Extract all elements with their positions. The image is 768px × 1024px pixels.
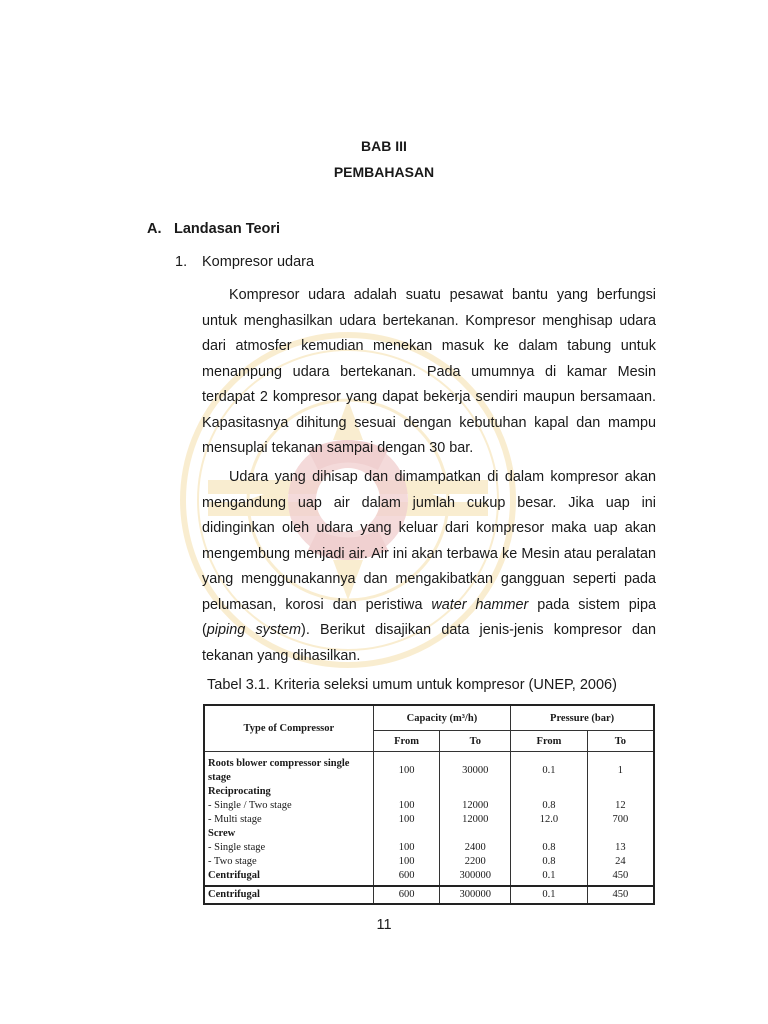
cell-cap-to: 300000 (440, 886, 511, 904)
cell-p-from (511, 785, 588, 799)
cell-p-to: 13 (587, 841, 654, 855)
cell-cap-from: 100 (373, 855, 440, 869)
table-caption: Tabel 3.1. Kriteria seleksi umum untuk kompresor (UNEP, 2006) (207, 677, 617, 693)
cell-p-from: 0.1 (511, 886, 588, 904)
header-pressure-from: From (511, 731, 588, 752)
header-capacity-from: From (373, 731, 440, 752)
cell-type: - Single stage (204, 841, 373, 855)
cell-p-to (587, 785, 654, 799)
page-number: 11 (376, 917, 392, 933)
table-row (204, 752, 654, 786)
cell-type: Roots blower compressor single stage (204, 752, 373, 786)
cell-cap-from: 100 (373, 813, 440, 827)
cell-p-to (587, 827, 654, 841)
cell-type: Centrifugal (204, 886, 373, 904)
header-capacity-to: To (440, 731, 511, 752)
cell-cap-to: 300000 (440, 869, 511, 886)
table-row (204, 855, 654, 869)
header-capacity: Capacity (m³/h) (373, 705, 510, 731)
cell-p-from: 12.0 (511, 813, 588, 827)
cell-p-from: 0.1 (511, 752, 588, 786)
cell-p-from: 0.8 (511, 841, 588, 855)
cell-p-to: 12 (587, 799, 654, 813)
paragraph-2-italic-1: water hammer (431, 596, 529, 613)
chapter-title: PEMBAHASAN (333, 164, 435, 180)
cell-cap-to (440, 785, 511, 799)
cell-type: Centrifugal (204, 869, 373, 886)
cell-cap-to (440, 827, 511, 841)
paragraph-2-italic-2: piping system (206, 622, 302, 638)
paragraph-2 (202, 465, 656, 669)
header-pressure-to: To (587, 731, 654, 752)
subsection-number: 1. (175, 254, 188, 270)
cell-p-to: 450 (587, 886, 654, 904)
cell-type: Screw (204, 827, 373, 841)
cell-cap-to: 30000 (440, 752, 511, 786)
header-pressure: Pressure (bar) (511, 705, 654, 731)
cell-cap-from (373, 785, 440, 799)
paragraph-1-text: Kompresor udara adalah suatu pesawat bantu yang berfungsi untuk menghasilkan udara bertekanan. Kompresor menghisap udara dari atmosfer kemudian menekan masuk ke dalam tabung untuk menampung udara bertekanan. Pada umumnya di kamar Mesin terdapat 2 kompresor yang dapat bekerja sendiri maupun bersamaan. Kapasitasnya dihitung sesuai dengan kebutuhan kapal dan mampu mensuplai tekanan sampai dengan 30 bar. (202, 287, 656, 456)
cell-p-from (511, 827, 588, 841)
cell-type: - Single / Two stage (204, 799, 373, 813)
cell-cap-from: 100 (373, 752, 440, 786)
paragraph-2-text-3: ). Berikut disajikan data jenis-jenis kompresor dan tekanan yang dihasilkan. (202, 622, 657, 664)
cell-type: Reciprocating (204, 785, 373, 799)
paragraph-2-text-2: pada sistem pipa ( (202, 596, 657, 638)
chapter-number: BAB III (361, 138, 407, 154)
table-row (204, 841, 654, 855)
cell-cap-from: 600 (373, 869, 440, 886)
cell-cap-to: 12000 (440, 799, 511, 813)
table-row (204, 827, 654, 841)
section-title: Landasan Teori (174, 221, 281, 237)
table-row (204, 813, 654, 827)
subsection-heading (175, 254, 314, 270)
table-row (204, 869, 654, 886)
cell-cap-from (373, 827, 440, 841)
cell-type: - Two stage (204, 855, 373, 869)
cell-p-to: 450 (587, 869, 654, 886)
cell-p-from: 0.8 (511, 855, 588, 869)
cell-p-to: 24 (587, 855, 654, 869)
cell-p-from: 0.8 (511, 799, 588, 813)
table-row (204, 785, 654, 799)
cell-type: - Multi stage (204, 813, 373, 827)
cell-p-to: 1 (587, 752, 654, 786)
header-type: Type of Compressor (204, 705, 373, 752)
paragraph-2-text-1: Udara yang dihisap dan dimampatkan di dalam kompresor akan mengandung uap air dalam jumlah cukup besar. Jika uap ini didinginkan oleh udara yang keluar dari kompresor maka uap akan mengembung menjadi air. Air ini akan terbawa ke Mesin atau peralatan yang menggunakannya dan mengakibatkan gangguan seperti pada pelumasan, korosi dan peristiwa (202, 469, 656, 613)
paragraph-1 (202, 283, 656, 462)
table-row (204, 886, 654, 904)
cell-p-from: 0.1 (511, 869, 588, 886)
cell-cap-from: 100 (373, 799, 440, 813)
cell-cap-to: 2200 (440, 855, 511, 869)
cell-cap-to: 12000 (440, 813, 511, 827)
table-header-row (204, 705, 654, 731)
cell-cap-to: 2400 (440, 841, 511, 855)
cell-cap-from: 100 (373, 841, 440, 855)
compressor-table (203, 704, 655, 905)
table-row (204, 799, 654, 813)
cell-cap-from: 600 (373, 886, 440, 904)
section-heading (147, 221, 280, 237)
cell-p-to: 700 (587, 813, 654, 827)
subsection-title: Kompresor udara (202, 254, 315, 270)
section-number: A. (147, 221, 162, 237)
